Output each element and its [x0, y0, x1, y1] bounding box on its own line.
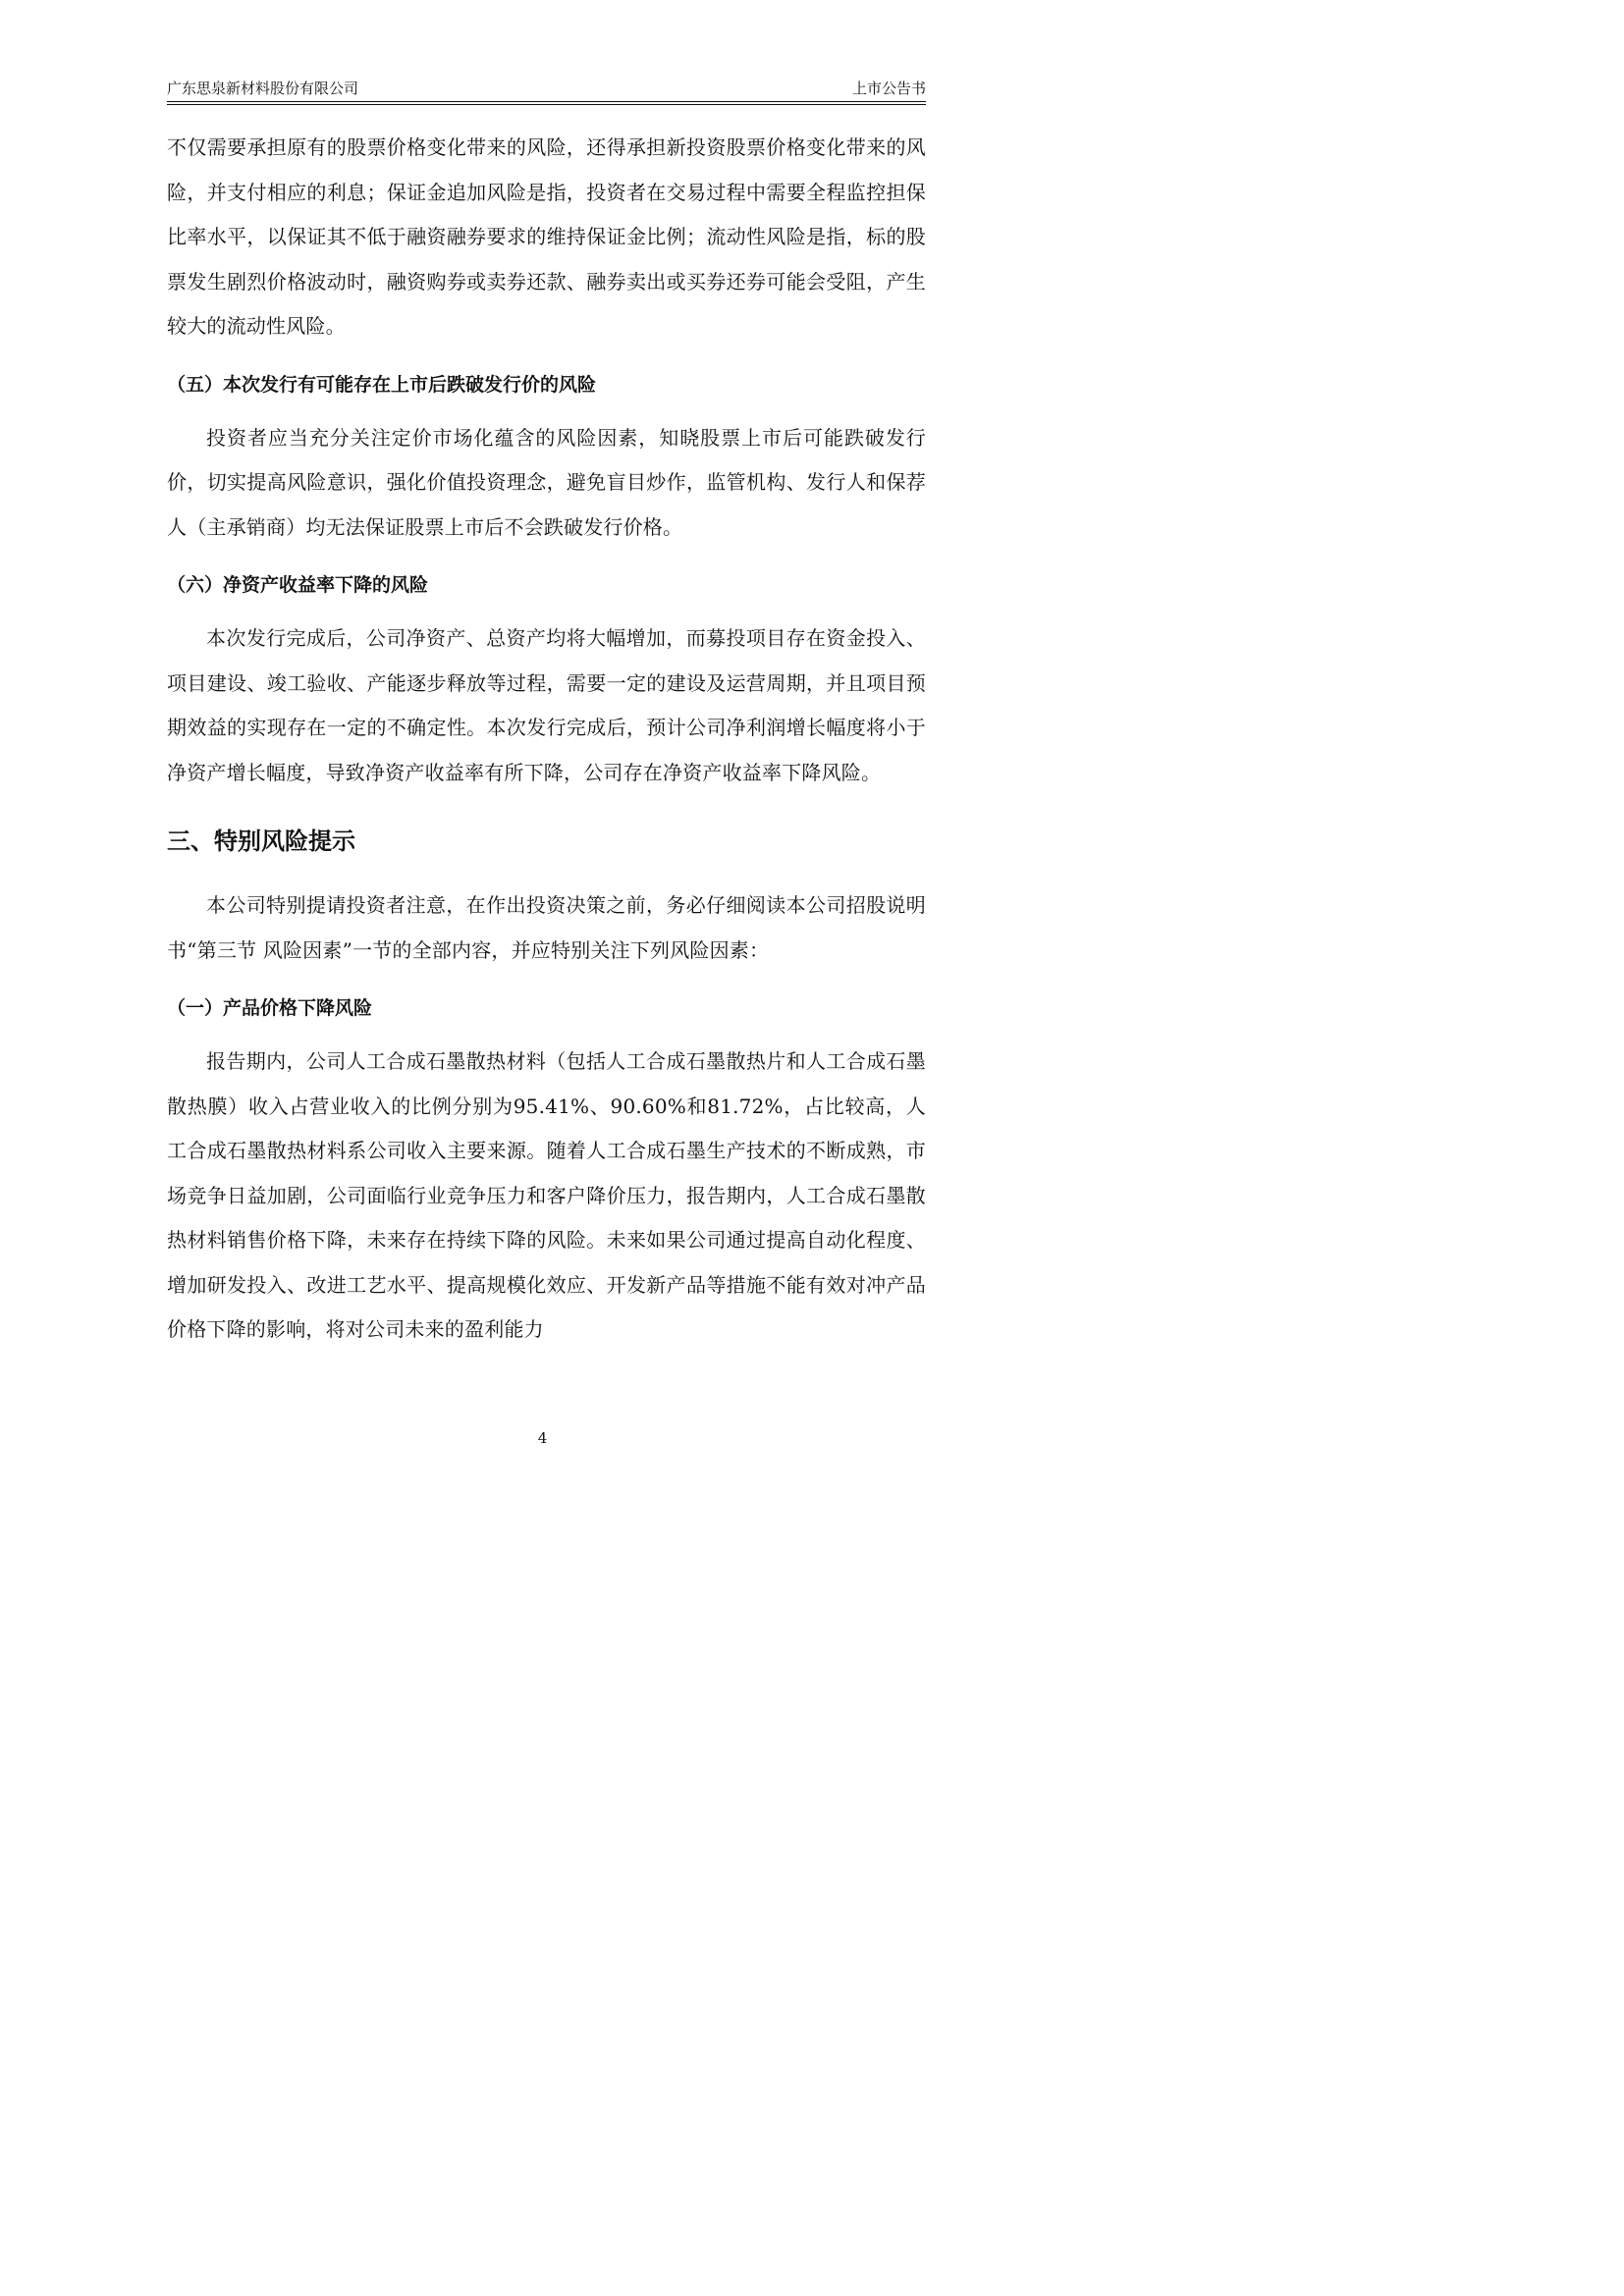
document-page — [0, 0, 1085, 1534]
header-document-type: 上市公告书 — [851, 80, 926, 97]
page-number: 4 — [537, 1429, 548, 1447]
paragraph-continued: 不仅需要承担原有的股票价格变化带来的风险，还得承担新投资股票价格变化带来的风险，并支付相应的利息；保证金追加风险是指，投资者在交易过程中需要全程监控担保比率水平，以保证其不低于融资融券要求的维持保证金比例；流动性风险是指，标的股票发生剧烈价格波动时，融资购券或卖券还款、融券卖出或买券还券可能会受阻，产生较大的流动性风险。 — [167, 135, 926, 338]
subsection-title-5: （五）本次发行有可能存在上市后跌破发行价的风险 — [167, 373, 597, 396]
subsection-title-1: （一）产品价格下降风险 — [167, 997, 373, 1019]
subsection-title-6: （六）净资产收益率下降的风险 — [167, 574, 429, 596]
paragraph-subsection-5: 投资者应当充分关注定价市场化蕴含的风险因素，知晓股票上市后可能跌破发行价，切实提高风险意识，强化价值投资理念，避免盲目炒作，监管机构、发行人和保荐人（主承销商）均无法保证股票上市后不会跌破发行价格。 — [167, 425, 926, 539]
document-body — [167, 126, 926, 1353]
header-company-name: 广东思泉新材料股份有限公司 — [167, 80, 359, 97]
paragraph-subsection-1: 报告期内，公司人工合成石墨散热材料（包括人工合成石墨散热片和人工合成石墨散热膜）收入占营业收入的比例分别为95.41%、90.60%和81.72%，占比较高，人工合成石墨散热材料系公司收入主要来源。随着人工合成石墨生产技术的不断成熟，市场竞争日益加剧，公司面临行业竞争压力和客户降价压力，报告期内，人工合成石墨散热材料销售价格下降，未来存在持续下降的风险。未来如果公司通过提高自动化程度、增加研发投入、改进工艺水平、提高规模化效应、开发新产品等措施不能有效对冲产品价格下降的影响，将对公司未来的盈利能力 — [167, 1049, 926, 1341]
page-header — [167, 78, 926, 101]
paragraph-subsection-6: 本次发行完成后，公司净资产、总资产均将大幅增加，而募投项目存在资金投入、项目建设、竣工验收、产能逐步释放等过程，需要一定的建设及运营周期，并且项目预期效益的实现存在一定的不确定性。本次发行完成后，预计公司净利润增长幅度将小于净资产增长幅度，导致净资产收益率有所下降，公司存在净资产收益率下降风险。 — [167, 626, 926, 784]
paragraph-section-3: 本公司特别提请投资者注意，在作出投资决策之前，务必仔细阅读本公司招股说明书“第三节 风险因素”一节的全部内容，并应特别关注下列风险因素： — [167, 893, 926, 962]
header-divider — [167, 101, 926, 105]
section-title-3: 三、特别风险提示 — [167, 828, 355, 855]
